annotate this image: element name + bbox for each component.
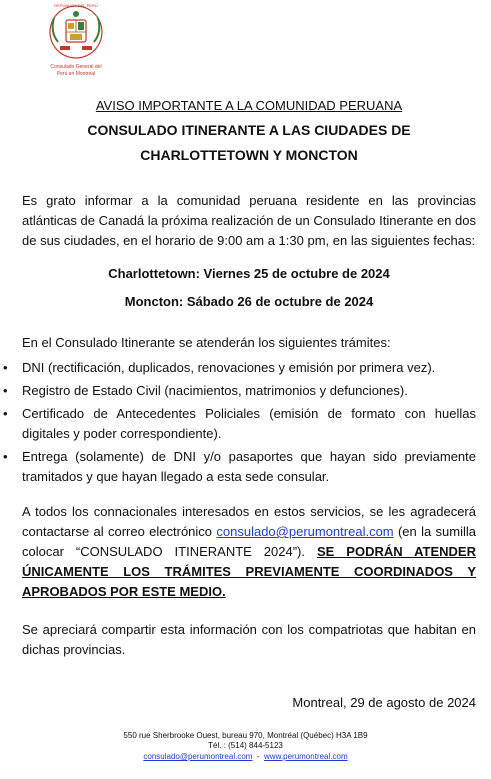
contact-emphasis: SE PODRÁN ATENDER ÚNICAMENTE LOS TRÁMITES PREVIAMENTE COORDINADOS Y APROBADOS POR ESTE MEDIO. xyxy=(22,544,476,599)
seal-motto: REPÚBLICA DEL PERÚ xyxy=(54,3,98,8)
footer-phone: Tél. : (514) 844-5123 xyxy=(208,741,283,750)
service-item: • Registro de Estado Civil (nacimientos, matrimonios y defunciones). xyxy=(0,381,476,401)
footer-address: 550 rue Sherbrooke Ouest, bureau 970, Montréal (Québec) H3A 1B9 xyxy=(123,731,368,740)
title-line2: CHARLOTTETOWN Y MONCTON xyxy=(140,147,358,163)
place-date: Montreal, 29 de agosto de 2024 xyxy=(292,695,476,710)
notice-heading: AVISO IMPORTANTE A LA COMUNIDAD PERUANA xyxy=(95,98,403,113)
bullet-icon: • xyxy=(3,449,8,464)
seal-org-line2: Perú en Montreal xyxy=(56,71,96,77)
date-moncton: Moncton: Sábado 26 de octubre de 2024 xyxy=(124,294,374,309)
date-charlottetown: Charlottetown: Viernes 25 de octubre de 2024 xyxy=(108,266,390,281)
intro-paragraph: Es grato informar a la comunidad peruana residente en las provincias atlánticas de Canadá la próxima realización de un Consulado Itinerante en dos de sus ciudades, en el horario de 9:00 am a 1:30 pm, en las siguientes fechas: xyxy=(22,193,476,248)
contact-paragraph: A todos los connacionales interesados en estos servicios, se les agradecerá contactarse al correo electrónico consulado@perumontreal.com (en la sumilla colocar “CONSULADO ITINERANTE 2024”). SE PODRÁN ATENDER ÚNICAMENTE LOS TRÁMITES PREVIAMENTE COORDINADOS Y APROBADOS POR ESTE MEDIO. xyxy=(22,504,476,599)
bullet-icon: • xyxy=(3,406,8,421)
service-item: • DNI (rectificación, duplicados, renovaciones y emisión por primera vez). xyxy=(0,358,476,378)
share-paragraph: Se apreciará compartir esta información con los compatriotas que habitan en dichas provincias. xyxy=(22,622,476,657)
consulate-seal xyxy=(28,2,124,78)
footer-links: consulado@perumontreal.com - www.perumontreal.com xyxy=(143,752,348,761)
title-line1: CONSULADO ITINERANTE A LAS CIUDADES DE xyxy=(87,122,411,138)
footer-website-link[interactable]: www.perumontreal.com xyxy=(264,752,348,761)
footer-email-link[interactable]: consulado@perumontreal.com xyxy=(143,752,253,761)
peru-coat-of-arms-icon xyxy=(44,2,108,64)
service-item: • Certificado de Antecedentes Policiales (emisión de formato con huellas digitales y poder correspondiente). xyxy=(3,406,476,441)
services-list xyxy=(0,358,476,490)
bullet-icon: • xyxy=(3,383,8,398)
contact-email-link[interactable]: consulado@perumontreal.com xyxy=(216,524,394,539)
seal-org-line1: Consulado General del xyxy=(50,64,102,70)
service-item: • Entrega (solamente) de DNI y/o pasaportes que hayan sido previamente tramitados y que hayan llegado a esta sede consular. xyxy=(3,449,476,484)
bullet-icon: • xyxy=(3,360,8,375)
services-intro: En el Consulado Itinerante se atenderán los siguientes trámites: xyxy=(22,335,391,350)
